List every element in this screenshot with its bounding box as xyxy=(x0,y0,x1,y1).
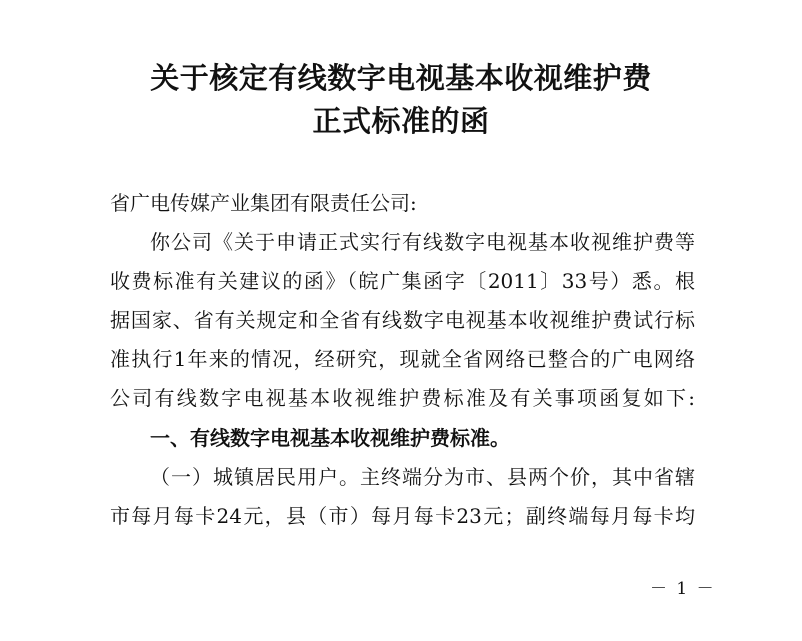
body-line-3: 据国家、省有关规定和全省有线数字电视基本收视维护费试行标 xyxy=(110,308,695,332)
body-line-5: 公司有线数字电视基本收视维护费标准及有关事项函复如下: xyxy=(110,386,695,410)
sub-line-1: （一）城镇居民用户。主终端分为市、县两个价，其中省辖 xyxy=(150,465,695,489)
addressee: 省广电传媒产业集团有限责任公司: xyxy=(110,191,417,215)
sub-line-2: 市每月每卡24元，县（市）每月每卡23元；副终端每月每卡均 xyxy=(110,504,695,528)
document-title-line-2: 正式标准的函 xyxy=(312,104,490,138)
body-line-2: 收费标准有关建议的函》（皖广集函字〔2011〕33号）悉。根 xyxy=(110,269,695,293)
document-title-line-1: 关于核定有线数字电视基本收视维护费 xyxy=(150,61,652,95)
section-heading: 一、有线数字电视基本收视维护费标准。 xyxy=(150,426,510,450)
page-number: － 1 － xyxy=(650,579,716,599)
body-line-4: 准执行1年来的情况，经研究，现就全省网络已整合的广电网络 xyxy=(110,347,695,371)
body-line-1: 你公司《关于申请正式实行有线数字电视基本收视维护费等 xyxy=(150,230,695,254)
